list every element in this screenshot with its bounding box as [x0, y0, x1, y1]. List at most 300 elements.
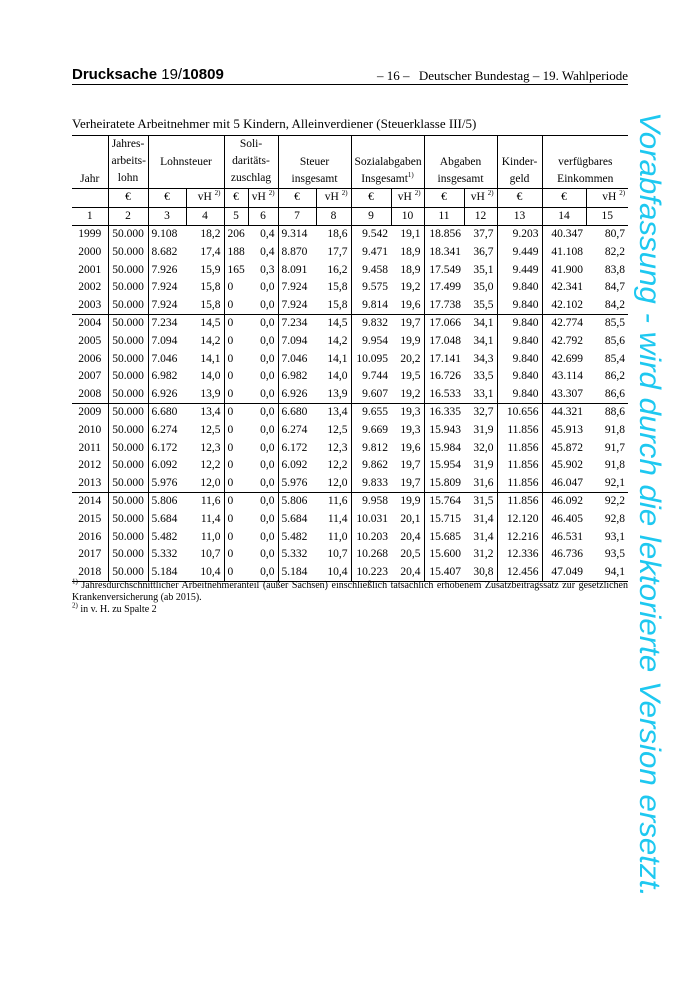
table-cell: 15.715 [424, 511, 464, 529]
table-cell: 7.924 [148, 297, 186, 315]
table-row [72, 422, 628, 440]
table-cell: 34,1 [473, 335, 494, 348]
table-cell: 7.234 [148, 315, 186, 333]
table-cell: 6.680 [278, 404, 316, 422]
header-line: Einkommen [557, 173, 614, 185]
table-cell: 46.047 [542, 475, 586, 493]
table-row [72, 315, 628, 333]
table-cell: 10.656 [497, 404, 542, 422]
column-number: 7 [278, 207, 316, 226]
table-cell: 50.000 [108, 511, 148, 529]
table-cell: 9.669 [351, 422, 391, 440]
table-cell: 165 [224, 261, 248, 279]
table-cell: 15.407 [424, 563, 464, 581]
table-cell: 36,7 [473, 246, 494, 259]
table-cell: 7.924 [278, 279, 316, 297]
table-cell: 7.926 [148, 261, 186, 279]
table-cell: 12.336 [497, 546, 542, 564]
table-row [72, 226, 628, 244]
table-cell: 0 [224, 493, 248, 511]
table-cell: 2015 [78, 512, 102, 525]
table-cell: 7.924 [148, 279, 186, 297]
table-cell: 9.449 [497, 261, 542, 279]
table-cell: 6.092 [148, 457, 186, 475]
col-header-jahr [72, 136, 108, 189]
table-cell: 5.806 [278, 493, 316, 511]
table-cell: 2016 [78, 530, 102, 543]
table-cell: 9.840 [497, 350, 542, 368]
footnote-text: in v. H. zu Spalte 2 [77, 604, 157, 615]
col-header-jahresarbeitslohn [108, 136, 148, 189]
table-cell: 19,5 [400, 370, 421, 383]
header-line: Sozialabgaben [354, 156, 422, 168]
table-cell: 2012 [78, 459, 102, 472]
table-cell: 0,0 [260, 335, 275, 348]
table-cell: 2006 [78, 352, 102, 365]
table-cell: 5.332 [278, 546, 316, 564]
table-cell: 0 [224, 563, 248, 581]
table-cell: 20,4 [400, 530, 421, 543]
unit-vh: vH [324, 191, 339, 204]
table-cell: 34,3 [473, 352, 494, 365]
header-line: zuschlag [230, 172, 272, 184]
table-cell: 0,0 [248, 386, 278, 404]
table-cell: 15.685 [424, 528, 464, 546]
unit-cell: € [542, 189, 586, 208]
table-cell: 9.314 [278, 226, 316, 244]
table-cell: 19,6 [391, 297, 424, 315]
table-cell: 12.120 [497, 511, 542, 529]
table-cell: 6.172 [148, 439, 186, 457]
table-cell: 50.000 [108, 475, 148, 493]
header-line: verfügbares [558, 156, 613, 168]
table-cell: 2017 [78, 548, 102, 561]
table-cell: 9.607 [351, 386, 391, 404]
table-cell: 18,6 [327, 228, 348, 241]
col-header-sozialabgaben [351, 136, 424, 189]
table-cell: 35,1 [473, 263, 494, 276]
table-cell: 19,7 [400, 459, 421, 472]
table-cell: 19,7 [391, 475, 424, 493]
table-cell: 42.792 [542, 333, 586, 351]
col-header-soli [224, 136, 278, 189]
table-cell: 31,9 [473, 424, 494, 437]
table-cell: 12,5 [327, 424, 348, 437]
table-cell: 12.456 [497, 563, 542, 581]
table-cell: 9.833 [351, 475, 391, 493]
table-cell: 9.471 [351, 244, 391, 262]
table-cell: 0 [224, 475, 248, 493]
drucksache-period: 19/ [161, 66, 183, 83]
table-cell: 50.000 [108, 279, 148, 297]
table-row [72, 368, 628, 386]
unit-cell [248, 189, 278, 208]
drucksache-label: Drucksache [72, 66, 158, 83]
header-line: Insgesamt$^{1)}$ [361, 171, 414, 185]
table-cell: 50.000 [108, 315, 148, 333]
table-cell: 46.736 [542, 546, 586, 564]
table-cell: 19,9 [400, 335, 421, 348]
table-cell: 35,0 [473, 281, 494, 294]
table-cell: 5.684 [278, 511, 316, 529]
table-cell: 11,4 [327, 512, 348, 525]
table-cell: 46.092 [542, 493, 586, 511]
col-header-abgaben [424, 136, 497, 189]
table-cell: 50.000 [108, 404, 148, 422]
table-cell: 0,0 [260, 424, 275, 437]
table-cell: 92,2 [604, 495, 626, 508]
table-cell: 7.234 [278, 315, 316, 333]
table-cell: 10,7 [327, 548, 348, 561]
table-cell: 15.600 [424, 546, 464, 564]
table-row [72, 563, 628, 581]
table-cell: 17.048 [424, 333, 464, 351]
table-cell: 12.216 [497, 528, 542, 546]
header-line: arbeits- [111, 155, 146, 167]
table-cell: 19,2 [391, 386, 424, 404]
table-cell: 6.274 [148, 422, 186, 440]
footnotes [72, 577, 628, 616]
table-cell: 9.832 [351, 315, 391, 333]
unit-vh: vH [251, 191, 266, 204]
table-cell: 11,4 [200, 512, 221, 525]
table-cell: 7.094 [148, 333, 186, 351]
income-table [72, 135, 628, 582]
table-cell: 5.482 [148, 528, 186, 546]
table-cell: 0 [224, 386, 248, 404]
table-cell: 9.203 [497, 226, 542, 244]
table-cell: 9.812 [351, 439, 391, 457]
table-cell: 15,8 [316, 297, 351, 315]
unit-row [72, 189, 628, 208]
table-cell: 50.000 [108, 244, 148, 262]
table-cell: 19,1 [400, 228, 421, 241]
table-cell: 12,2 [327, 459, 348, 472]
table-cell: 0 [224, 279, 248, 297]
table-cell: 92,1 [586, 475, 628, 493]
table-cell: 15,9 [200, 263, 221, 276]
table-cell: 13,9 [316, 386, 351, 404]
table-cell: 92,8 [604, 512, 626, 525]
table-cell: 9.840 [497, 279, 542, 297]
table-cell: 5.976 [278, 475, 316, 493]
table-cell: 35,5 [464, 297, 497, 315]
table-cell: 50.000 [108, 333, 148, 351]
table-cell: 9.655 [351, 404, 391, 422]
table-cell: 5.976 [148, 475, 186, 493]
table-cell: 88,6 [604, 406, 626, 419]
table-cell: 0,0 [248, 563, 278, 581]
column-number: 12 [464, 207, 497, 226]
table-cell: 10.095 [351, 350, 391, 368]
table-cell: 0 [224, 511, 248, 529]
table-cell: 20,5 [400, 548, 421, 561]
header-line: Jahres- [111, 138, 145, 150]
table-cell: 11.856 [497, 457, 542, 475]
table-cell: 80,7 [604, 228, 626, 241]
unit-cell: € [148, 189, 186, 208]
table-cell: 7.094 [278, 333, 316, 351]
footnote-ref: 2) [619, 189, 626, 198]
footnote-ref: 2) [487, 189, 494, 198]
table-cell: 50.000 [108, 386, 148, 404]
header-line: Soli- [239, 138, 263, 150]
table-cell: 2001 [78, 263, 102, 276]
table-cell: 12,5 [200, 424, 221, 437]
table-cell: 0,4 [260, 246, 275, 259]
table-cell: 15,8 [200, 281, 221, 294]
table-cell: 0 [224, 350, 248, 368]
publisher: Deutscher Bundestag – 19. Wahlperiode [418, 68, 628, 83]
table-cell: 45.872 [542, 439, 586, 457]
table-cell: 9.840 [497, 333, 542, 351]
table-cell: 6.092 [278, 457, 316, 475]
table-cell: 9.840 [497, 386, 542, 404]
table-cell: 1999 [78, 228, 102, 241]
table-cell: 0,3 [260, 263, 275, 276]
table-row [72, 511, 628, 529]
table-row [72, 475, 628, 493]
table-cell: 11,0 [327, 530, 348, 543]
table-cell: 5.332 [148, 546, 186, 564]
table-cell: 11.856 [497, 475, 542, 493]
table-cell: 0,0 [260, 495, 275, 508]
table-cell: 0,0 [260, 548, 275, 561]
unit-cell [72, 189, 108, 208]
table-cell: 86,2 [604, 370, 626, 383]
table-row [72, 386, 628, 404]
table-cell: 17,4 [200, 246, 221, 259]
unit-cell: € [224, 189, 248, 208]
column-number-row [72, 207, 628, 226]
table-cell: 0,0 [260, 406, 275, 419]
table-cell: 16.726 [424, 368, 464, 386]
table-cell: 20,2 [400, 352, 421, 365]
page-header [72, 66, 628, 85]
table-cell: 6.926 [278, 386, 316, 404]
table-cell: 91,8 [604, 424, 626, 437]
table-row [72, 279, 628, 297]
table-cell: 5.684 [148, 511, 186, 529]
table-row [72, 439, 628, 457]
table-row [72, 350, 628, 368]
table-cell: 50.000 [108, 439, 148, 457]
table-cell: 7.046 [148, 350, 186, 368]
column-number: 14 [542, 207, 586, 226]
table-cell: 5.184 [278, 563, 316, 581]
table-cell: 11,6 [200, 495, 221, 508]
table-cell: 6.680 [148, 404, 186, 422]
footnote-mark: 2) [72, 601, 78, 610]
table-cell: 0,0 [260, 317, 275, 330]
table-cell: 93,5 [604, 548, 626, 561]
unit-cell: € [424, 189, 464, 208]
header-line: Lohnsteuer [160, 155, 212, 168]
table-cell: 0,0 [260, 512, 275, 525]
unit-cell [391, 189, 424, 208]
column-number: 5 [224, 207, 248, 226]
table-cell: 0 [224, 368, 248, 386]
table-cell: 9.862 [351, 457, 391, 475]
table-cell: 42.341 [542, 279, 586, 297]
column-number: 10 [391, 207, 424, 226]
table-cell: 7.924 [278, 297, 316, 315]
table-cell: 9.814 [351, 297, 391, 315]
table-cell: 13,4 [200, 406, 221, 419]
unit-cell: € [108, 189, 148, 208]
table-cell: 2011 [78, 441, 102, 454]
table-cell: 7.046 [278, 350, 316, 368]
table-cell: 20,1 [400, 512, 421, 525]
table-cell: 0 [224, 315, 248, 333]
table-cell: 85,5 [604, 317, 626, 330]
column-number: 2 [108, 207, 148, 226]
column-number: 4 [186, 207, 224, 226]
table-cell: 17.066 [424, 315, 464, 333]
table-cell: 2003 [72, 297, 108, 315]
table-cell: 2013 [72, 475, 108, 493]
table-cell: 15.764 [424, 493, 464, 511]
table-cell: 11,0 [200, 530, 221, 543]
unit-vh: vH [197, 191, 212, 204]
col-header-verfuegbares-einkommen [542, 136, 628, 189]
table-cell: 31,4 [473, 530, 494, 543]
column-number: 3 [148, 207, 186, 226]
table-cell: 16.533 [424, 386, 464, 404]
table-cell: 33,1 [464, 386, 497, 404]
table-cell: 0 [224, 297, 248, 315]
table-cell: 20,4 [391, 563, 424, 581]
unit-vh: vH [602, 191, 617, 204]
table-cell: 41.108 [542, 244, 586, 262]
table-cell: 82,2 [604, 246, 626, 259]
watermark-text: Vorabfassung - wird durch die lektorierte Version ersetzt. [633, 112, 666, 853]
table-cell: 12,0 [316, 475, 351, 493]
table-cell: 17.141 [424, 350, 464, 368]
table-cell: 6.172 [278, 439, 316, 457]
table-cell: 18,9 [400, 246, 421, 259]
table-cell: 10.031 [351, 511, 391, 529]
table-cell: 0 [224, 457, 248, 475]
column-number: 13 [497, 207, 542, 226]
table-cell: 10.268 [351, 546, 391, 564]
table-cell: 0 [224, 528, 248, 546]
table-cell: 50.000 [108, 422, 148, 440]
table-cell: 9.840 [497, 297, 542, 315]
table-cell: 50.000 [108, 368, 148, 386]
table-cell: 32,0 [473, 441, 494, 454]
column-number: 11 [424, 207, 464, 226]
table-cell: 17.549 [424, 261, 464, 279]
table-cell: 45.902 [542, 457, 586, 475]
table-cell: 9.575 [351, 279, 391, 297]
table-cell: 6.926 [148, 386, 186, 404]
table-row [72, 528, 628, 546]
table-cell: 13,9 [186, 386, 224, 404]
unit-cell: € [351, 189, 391, 208]
table-cell: 42.102 [542, 297, 586, 315]
footnote-mark: 1) [72, 577, 78, 586]
table-cell: 10.203 [351, 528, 391, 546]
table-cell: 14,0 [327, 370, 348, 383]
header-line: geld [509, 173, 530, 185]
table-cell: 15.954 [424, 457, 464, 475]
table-cell: 50.000 [108, 457, 148, 475]
table-cell: 31,2 [473, 548, 494, 561]
table-cell: 0 [224, 439, 248, 457]
table-cell: 41.900 [542, 261, 586, 279]
header-line: Steuer [299, 156, 330, 168]
table-cell: 2007 [78, 370, 102, 383]
table-cell: 50.000 [108, 563, 148, 581]
table-cell: 46.531 [542, 528, 586, 546]
table-cell: 9.954 [351, 333, 391, 351]
table-cell: 84,2 [586, 297, 628, 315]
table-row [72, 261, 628, 279]
table-cell: 14,2 [200, 335, 221, 348]
table-cell: 46.405 [542, 511, 586, 529]
table-cell: 8.091 [278, 261, 316, 279]
table-cell: 12,2 [200, 459, 221, 472]
table-row [72, 404, 628, 422]
table-cell: 18,2 [200, 228, 221, 241]
table-cell: 19,2 [400, 281, 421, 294]
table-cell: 11.856 [497, 493, 542, 511]
table-cell: 9.840 [497, 315, 542, 333]
footnote [72, 601, 628, 616]
table-cell: 18,9 [400, 263, 421, 276]
table-cell: 2018 [72, 563, 108, 581]
table-cell: 31,9 [473, 459, 494, 472]
table-cell: 9.458 [351, 261, 391, 279]
table-cell: 14,1 [200, 352, 221, 365]
table-cell: 85,6 [604, 335, 626, 348]
header-row [72, 136, 628, 189]
table-cell: 14,2 [327, 335, 348, 348]
table-cell: 6.982 [278, 368, 316, 386]
column-number: 1 [72, 207, 108, 226]
footnote-ref: 2) [341, 189, 348, 198]
unit-vh: vH [397, 191, 412, 204]
table-cell: 12,3 [327, 441, 348, 454]
table-cell: 91,8 [604, 459, 626, 472]
table-cell: 10.223 [351, 563, 391, 581]
column-number: 6 [248, 207, 278, 226]
table-cell: 43.114 [542, 368, 586, 386]
table-cell: 0,0 [260, 370, 275, 383]
header-line: Kinder- [501, 156, 538, 168]
table-cell: 2009 [78, 406, 102, 419]
table-cell: 12,3 [200, 441, 221, 454]
table-cell: 2010 [78, 424, 102, 437]
table-cell: 0,0 [260, 281, 275, 294]
header-line: insgesamt [437, 173, 484, 185]
unit-vh: vH [470, 191, 485, 204]
col-header-kindergeld [497, 136, 542, 189]
table-cell: 2004 [78, 317, 102, 330]
table-cell: 5.482 [278, 528, 316, 546]
table-cell: 50.000 [108, 350, 148, 368]
table-cell: 17,7 [327, 246, 348, 259]
table-cell: 45.913 [542, 422, 586, 440]
header-line: daritäts- [232, 155, 270, 167]
footnote-ref: 1) [407, 171, 414, 180]
table-row [72, 493, 628, 511]
header-line: insgesamt [291, 173, 338, 185]
col-header-steuer [278, 136, 351, 189]
table-cell: 2014 [78, 495, 102, 508]
table-cell: 6.274 [278, 422, 316, 440]
